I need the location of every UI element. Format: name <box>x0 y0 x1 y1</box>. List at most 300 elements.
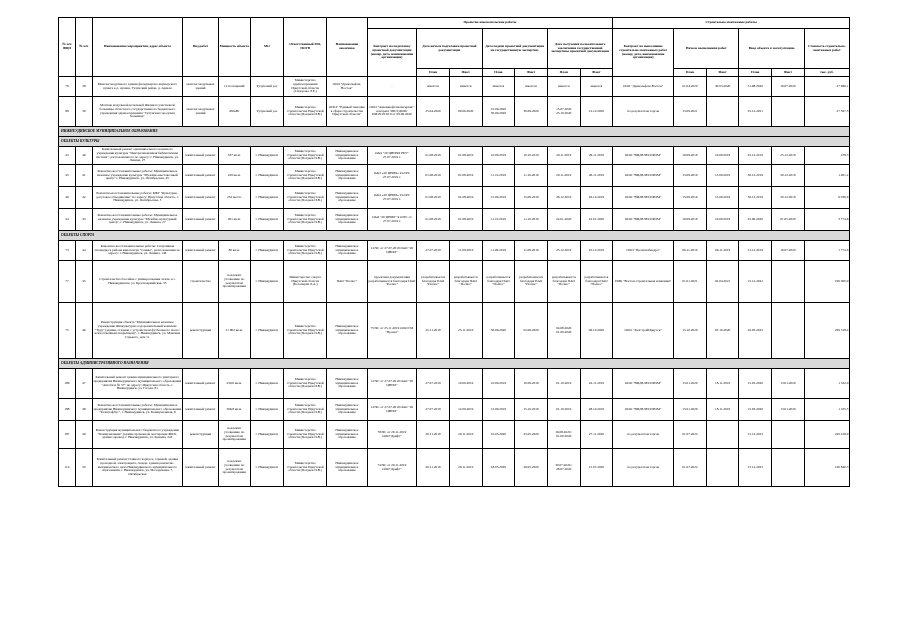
col-num-pp: № п/п <box>75 18 92 77</box>
cell-capacity: подлежит уточнению по результатам проектирования <box>218 449 250 487</box>
cell-pir-submit-fact: разрабатывается благодаря ПАО "Полюс" <box>515 261 548 303</box>
cell-name: Реконструкция объекта "Муниципальное казенное учреждение Физкультурно-оздоровительный комплекс "Труд" (здание, стадион с устройством футбольного поля с искусственным покрытием)", г. Нижнеудинск, ул. Максима Горького, дом 11 <box>92 303 182 359</box>
cell-client: Нижнеудинское муниципальное образование <box>327 449 368 487</box>
cell-mo: г. Нижнеудинск <box>250 449 284 487</box>
cell-smr-start-plan: 15.10.2020 <box>674 303 707 359</box>
cell-name: Ремонтно-восстановительные работы: Муниципальное казенное учреждение культуры "Музейно-культурный центр", г. Нижнеудинск, ул. Ленина, 27 <box>92 209 182 231</box>
cell-capacity: 12 посещений <box>218 77 250 97</box>
cell-num-fcp: 187 <box>59 421 76 449</box>
cell-commissioning-fact: 16.07.2020 <box>772 77 805 97</box>
cell-pir-submit-fact: 30.09.2020 <box>515 97 548 127</box>
cell-pir-submit-fact: 25.05.2020 <box>515 421 548 449</box>
cell-smr-start-plan: 16.09.2019 <box>674 147 707 165</box>
cell-name: Ремонтно-восстановительные работы: Муниципальное казенное учреждение культуры "Музейно-выставочный центр" г. Нижнеудинск, ул. Октябрьская, 45 <box>92 165 182 187</box>
cell-pir-contract: 12/ЧС от 27.07.2019 ОАО "20 ЦНИЛ" <box>367 241 417 261</box>
cell-cost: 1 401,2 <box>804 165 849 187</box>
cell-pir-start-plan: 27.07.2019 <box>417 241 450 261</box>
cell-commissioning-plan: 25.12.2021 <box>739 97 772 127</box>
cell-pir-start-plan: 01.08.2019 <box>417 209 450 231</box>
section-heading-label: ОБЪЕКТЫ АДМИНИСТРАТИВНОГО НАЗНАЧЕНИЯ <box>59 359 850 369</box>
col-responsible: Ответственный МО, ПОГВ <box>284 18 327 77</box>
cell-cost: 6 036,6 <box>804 187 849 209</box>
cell-work-type: капитальный ремонт <box>182 209 218 231</box>
cell-work-type: капитальный ремонт <box>182 369 218 399</box>
cell-pir-contract: 12/ЧС от 27.07.2019 ОАО "20 ЦНИЛ" <box>367 399 417 421</box>
sub-fact: Факт <box>515 69 548 77</box>
table-body <box>59 77 850 487</box>
cell-name: Монтаж модульного здания фельдшерско-акушерского пункта в д. Аршан, Тулунский район, д. Аршан <box>92 77 182 97</box>
cell-num-pp: 49 <box>75 421 92 449</box>
cell-pir-start-plan: 29.11.2019 <box>417 449 450 487</box>
cell-work-type: капитальный ремонт <box>182 241 218 261</box>
table-row <box>59 77 850 97</box>
cell-pir-conclusion-plan: 04.08.2020 01.09.2020 <box>547 303 580 359</box>
cell-smr-contract: ПИК "Восток-строительная компания" <box>613 261 674 303</box>
cell-smr-contract: по результатам торгов <box>613 421 674 449</box>
sub-cost-unit: тыс. руб. <box>804 69 849 77</box>
cell-pir-submit-fact: 10.09.2019 <box>515 369 548 399</box>
cell-client: ПАО "Полюс" <box>327 261 368 303</box>
cell-responsible: Министерство строительства Иркутской области (Поздеев П.В.) <box>284 369 327 399</box>
cell-pir-submit-plan: 10.05.2020 <box>482 421 515 449</box>
cell-pir-submit-plan: имеется <box>482 77 515 97</box>
cell-pir-contract: проектная документация разрабатывается благодаря ПАО "Полюс" <box>367 261 417 303</box>
cell-pir-submit-plan: 12.09.2019 <box>482 399 515 421</box>
cell-pir-contract: ОАО «20 ЦНИЛ» 912/РС 27.07.2019 г. <box>367 165 417 187</box>
cell-commissioning-fact <box>772 421 805 449</box>
cell-capacity: 261 кв.м. <box>218 209 250 231</box>
cell-name: Капитальный ремонт главного корпуса, гаражей, здания проходной, электрощита, склада, здания ремонтно-механического цеха Нижнеудинского муниципального образования, г. Нижнеудинск, ул. Молодежная, 7, Октябрьская <box>92 449 182 487</box>
cell-smr-start-fact <box>706 421 739 449</box>
cell-smr-start-fact <box>706 97 739 127</box>
cell-work-type: реконструкция <box>182 421 218 449</box>
cell-pir-start-fact: 12.09.2019 <box>449 399 482 421</box>
section-heading-label: ОБЪЕКТЫ СПОРТА <box>59 231 850 241</box>
cell-smr-contract: ООО "ВИДЕЛЕСПРОМ" <box>613 147 674 165</box>
sub-plan: План <box>417 69 450 77</box>
cell-work-type: строительство <box>182 261 218 303</box>
cell-pir-submit-fact: 10.10.2019 <box>515 147 548 165</box>
cell-smr-start-fact: 15.09.2019 <box>706 187 739 209</box>
section-heading-label: НИЖНЕУДИНСКОЕ МУНИЦИПАЛЬНОЕ ОБРАЗОВАНИЕ <box>59 127 850 137</box>
cell-num-fcp: 45 <box>59 165 76 187</box>
col-name: Наименование мероприятия, адрес объекта <box>92 18 182 77</box>
cell-pir-start-fact: 09.06.2020 <box>449 97 482 127</box>
cell-name: Капитальный ремонт муниципального казенного учреждения культуры "Централизованная библиотечная система", расположенного по адресу: г. Нижнеудинск, ул. Ленина, 27 <box>92 147 182 165</box>
cell-pir-conclusion-fact: 27.11.2020 <box>580 421 613 449</box>
sub-plan: План <box>739 69 772 77</box>
cell-pir-start-plan: разрабатывается благодаря ПАО "Полюс" <box>417 261 450 303</box>
cell-smr-contract: по результатам торгов <box>613 449 674 487</box>
cell-pir-submit-plan: 30.06.2020 <box>482 303 515 359</box>
cell-pir-submit-plan: 18.05.2020 <box>482 449 515 487</box>
cell-smr-start-plan: 15.01.2020 <box>674 369 707 399</box>
table-row <box>59 241 850 261</box>
cell-pir-contract: 75/ЧС от 25.11.2019 ООО ГМ "Проект" <box>367 303 417 359</box>
cell-num-fcp: 98 <box>59 97 76 127</box>
table-row <box>59 399 850 421</box>
cell-pir-conclusion-fact: 29.11.2019 <box>580 147 613 165</box>
cell-responsible: Министерство здравоохранения Иркутской области (Сидорова Л.Е.) <box>284 77 327 97</box>
cell-commissioning-plan: 15.03.2020 <box>739 369 772 399</box>
section-heading <box>59 137 850 147</box>
cell-pir-conclusion-fact: 28.10.2019 <box>580 399 613 421</box>
cell-pir-conclusion-fact: 26.11.2019 <box>580 165 613 187</box>
cell-num-pp: 41 <box>75 165 92 187</box>
col-capacity: Мощность объекта <box>218 18 250 77</box>
cell-smr-contract: ООО "ЭкоСтройИркутск" <box>613 303 674 359</box>
cell-pir-conclusion-plan: имеется <box>547 77 580 97</box>
cell-pir-start-plan: 25.04.2020 <box>417 97 450 127</box>
cell-capacity: 230,6 кв.м. <box>218 369 250 399</box>
cell-pir-start-fact: 01.08.2019 <box>449 187 482 209</box>
cell-smr-start-plan: 01.01.2021 <box>674 261 707 303</box>
cell-commissioning-fact <box>772 97 805 127</box>
cell-commissioning-fact <box>772 303 805 359</box>
cell-commissioning-plan: 31.12.2019 <box>739 241 772 261</box>
cell-pir-conclusion-fact: 22.01.2020 <box>580 209 613 231</box>
cell-client: Нижнеудинское муниципальное образование <box>327 165 368 187</box>
cell-pir-start-plan: имеется <box>417 77 450 97</box>
cell-pir-contract: ОАО «20 ЦНИЛ» 912/РС 27.07.2019 г. <box>367 187 417 209</box>
cell-cost: 239 318,4 <box>804 303 849 359</box>
cell-commissioning-fact: 01.05.2020 <box>772 209 805 231</box>
cell-pir-submit-fact: 11.10.2019 <box>515 209 548 231</box>
cell-capacity: 229 кв.м. <box>218 165 250 187</box>
cell-responsible: Министерство строительства Иркутской области (Поздеев П.В.) <box>284 399 327 421</box>
col-pir-submit: Дата подачи проектной документации на государственную экспертизу <box>482 29 547 69</box>
cell-mo: г. Нижнеудинск <box>250 261 284 303</box>
cell-pir-conclusion-plan: 22.01.2020 <box>547 209 580 231</box>
cell-mo: г. Нижнеудинск <box>250 303 284 359</box>
design-group-header: Проектно-изыскательские работы <box>367 18 613 29</box>
cell-pir-conclusion-fact: имеется <box>580 77 613 97</box>
cell-commissioning-fact: 30.12.2019 <box>772 187 805 209</box>
cell-responsible: Министерство строительства Иркутской области (Поздеев П.В.) <box>284 165 327 187</box>
cell-smr-start-fact: 02.04.2021 <box>706 261 739 303</box>
table-row <box>59 187 850 209</box>
cell-pir-contract: ОАО "20 ЦНИЛ" 912/РС от 27.07.2019 г. <box>367 209 417 231</box>
cell-work-type: реконструкция <box>182 303 218 359</box>
cell-commissioning-plan: 30.12.2019 <box>739 187 772 209</box>
sub-plan: План <box>547 69 580 77</box>
cell-work-type: капитальный ремонт <box>182 165 218 187</box>
cell-mo: г. Нижнеудинск <box>250 399 284 421</box>
cell-capacity: 337 кв.м. <box>218 147 250 165</box>
cell-pir-submit-fact: 15.09.2019 <box>515 187 548 209</box>
cell-cost: 27 397,5 <box>804 97 849 127</box>
cell-pir-contract: - <box>367 77 417 97</box>
cell-responsible: Министерство строительства Иркутской области (Поздеев П.В.) <box>284 97 327 127</box>
cell-num-pp: 46 <box>75 303 92 359</box>
cell-commissioning-plan: 25.06.2020 <box>739 209 772 231</box>
col-smr-contract: Контракт на выполнение строительно-монтажных работ (номер, дата, наименование организации) <box>613 29 674 77</box>
cell-smr-start-plan: 15.09.2021 <box>674 97 707 127</box>
cell-smr-contract: ООО "ВИДЕЛЕСПРОМ" <box>613 369 674 399</box>
sub-fact: Факт <box>580 69 613 77</box>
cell-pir-conclusion-plan: 26.12.2019 <box>547 187 580 209</box>
table-row <box>59 147 850 165</box>
cell-num-fcp: 77 <box>59 261 76 303</box>
cell-num-fcp: 188 <box>59 399 76 421</box>
cell-smr-start-plan: 15.01.2020 <box>674 399 707 421</box>
cell-num-fcp: 75 <box>59 303 76 359</box>
cell-client: Нижнеудинское муниципальное образование <box>327 209 368 231</box>
cell-mo: г. Нижнеудинск <box>250 165 284 187</box>
cell-pir-submit-plan: 10.09.2019 <box>482 147 515 165</box>
cell-pir-submit-plan: 15.09.2019 <box>482 187 515 209</box>
cell-pir-conclusion-plan: 01.10.2019 <box>547 369 580 399</box>
cell-name: Ремонтно-восстановительные работы: МБУ "Культурно-досуговое объединение" по адресу: Иркутская область, г. Нижнеудинск, ул. Октябрьская, 3 <box>92 187 182 209</box>
cell-work-type: монтаж модульных зданий <box>182 97 218 127</box>
cell-mo: Тулунский р-н <box>250 77 284 97</box>
cell-work-type: капитальный ремонт <box>182 449 218 487</box>
cell-cost: 3 774,8 <box>804 209 849 231</box>
cell-pir-conclusion-fact: 26.12.2019 <box>580 187 613 209</box>
cell-name: Реконструкция муниципального бюджетного учреждения "Коммунальник" (здание прачечной, мастерские ЖКХ, здание гаража), г. Нижнеудинск, ул. Кошева, 24Г <box>92 421 182 449</box>
section-heading <box>59 359 850 369</box>
cell-smr-start-fact: 18.11.2019 <box>706 399 739 421</box>
cell-client: Нижнеудинское муниципальное образование <box>327 369 368 399</box>
cell-capacity: подлежит уточнению по результатам проектирования <box>218 261 250 303</box>
cell-name: Ремонтно-восстановительные работы: Спортивная площадка в районе кинотеатра "Саяны", расположенная по адресу: г. Нижнеудинск, ул. Ленина, 146 <box>92 241 182 261</box>
cell-smr-contract: ООО "Дрекольфом-Восток" <box>613 77 674 97</box>
cell-smr-start-fact: 16.09.2019 <box>706 209 739 231</box>
cell-smr-start-fact: 06.11.2019 <box>706 241 739 261</box>
col-cost: Стоимость строительно-монтажных работ <box>804 29 849 69</box>
cell-cost: 140 840,3 <box>804 449 849 487</box>
cell-commissioning-fact: 30.12.2019 <box>772 165 805 187</box>
cell-pir-submit-fact: имеется <box>515 77 548 97</box>
cell-client: Нижнеудинское муниципальное образование <box>327 187 368 209</box>
cell-pir-conclusion-fact: 25.12.2019 <box>580 241 613 261</box>
sub-fact: Факт <box>449 69 482 77</box>
col-smr-start: Начало выполнения работ <box>674 29 739 69</box>
cell-commissioning-fact: 13.01.2020 <box>772 369 805 399</box>
table-row <box>59 97 850 127</box>
cell-responsible: Министерство строительства Иркутской области (Поздеев П.В.) <box>284 241 327 261</box>
cell-smr-start-fact <box>706 449 739 487</box>
cell-pir-start-fact: разрабатывается благодаря ПАО "Полюс" <box>449 261 482 303</box>
col-work-type: Вид работ <box>182 18 218 77</box>
cell-pir-submit-plan: 11.10.2019 <box>482 209 515 231</box>
cell-pir-conclusion-plan: 29.11.2019 <box>547 147 580 165</box>
cell-name: Монтаж модульной котельной Филиала участковой больницы областного государственного бюджетного учреждения здравоохранения "Тулунская городская больница" <box>92 97 182 127</box>
cell-smr-contract: ООО "ВИДЕЛЕСПРОМ" <box>613 209 674 231</box>
cell-capacity: 21 802 кв.м. <box>218 303 250 359</box>
sub-plan: План <box>674 69 707 77</box>
cell-mo: г. Нижнеудинск <box>250 187 284 209</box>
cell-pir-submit-plan: 11.10.2019 <box>482 165 515 187</box>
cell-num-pp: 44 <box>75 241 92 261</box>
cell-smr-contract: ООО "ВИДЕЛЕСПРОМ" <box>613 165 674 187</box>
cell-smr-start-fact: 05.10.2020 <box>706 303 739 359</box>
cell-capacity: подлежит уточнению по результатам проектирования <box>218 421 250 449</box>
cell-smr-start-plan: 15.09.2019 <box>674 165 707 187</box>
cell-cost: 220 418,9 <box>804 421 849 449</box>
cell-smr-start-plan: 06.11.2019 <box>674 241 707 261</box>
cell-num-pp: 43 <box>75 209 92 231</box>
cell-cost: 1 165,5 <box>804 399 849 421</box>
cell-num-pp: 39 <box>75 97 92 127</box>
cell-cost: 1 774,6 <box>804 241 849 261</box>
cell-name: Капитальный ремонт здания муниципального унитарного предприятия Нижнеудинского муниципального образования "Автобаза № 57" по адресу: Иркутская область, г. Нижнеудинск, ул. Гоголя, 81 <box>92 369 182 399</box>
cell-client: ОГКУ "Единый заказчик в сфере строительства Иркутской области" <box>327 97 368 127</box>
cell-pir-start-fact: 29.11.2019 <box>449 421 482 449</box>
cell-name: Ремонтно-восстановительные работы: Муниципальное предприятие Нижнеудинского муниципального образования "Телеграфбус", г. Нижнеудинск, ул. Коммунальная, 9 <box>92 399 182 421</box>
report-table <box>58 17 850 487</box>
cell-commissioning-plan: 31.08.2020 <box>739 77 772 97</box>
cell-pir-start-fact: имеется <box>449 77 482 97</box>
sub-plan: План <box>482 69 515 77</box>
cell-mo: г. Нижнеудинск <box>250 147 284 165</box>
cell-commissioning-fact: 25.12.2019 <box>772 147 805 165</box>
cell-commissioning-plan: 20.05.2022 <box>739 303 772 359</box>
cell-capacity: 596,8 кв.м. <box>218 399 250 421</box>
cell-work-type: капитальный ремонт <box>182 187 218 209</box>
construction-group-header: Строительно-монтажные работы <box>613 18 850 29</box>
cell-pir-conclusion-plan: 01.10.2019 <box>547 399 580 421</box>
cell-num-pp: 40 <box>75 147 92 165</box>
table-row <box>59 209 850 231</box>
section-heading <box>59 231 850 241</box>
cell-smr-start-plan: 01.07.2022 <box>674 449 707 487</box>
col-num-fcp: № п/п ФЦП <box>59 18 76 77</box>
table-row <box>59 303 850 359</box>
cell-smr-start-fact: 16.09.2019 <box>706 147 739 165</box>
cell-pir-start-fact: 01.08.2019 <box>449 209 482 231</box>
cell-pir-conclusion-fact: 09.10.2020 <box>580 303 613 359</box>
table-row <box>59 165 850 187</box>
cell-mo: г. Нижнеудинск <box>250 241 284 261</box>
cell-pir-conclusion-plan: 30.07.2020 / 28.07.2020 <box>547 449 580 487</box>
cell-cost: 190 000,0 <box>804 261 849 303</box>
cell-smr-contract: ООО "ВИДЕЛЕСПРОМ" <box>613 187 674 209</box>
cell-num-fcp: 43 <box>59 147 76 165</box>
cell-pir-conclusion-plan: 20.11.2019 <box>547 165 580 187</box>
cell-num-fcp: 79 <box>59 77 76 97</box>
col-client: Наименование заказчика <box>327 18 368 77</box>
cell-smr-contract: по результатам торгов <box>613 97 674 127</box>
cell-commissioning-plan: 15.12.2022 <box>739 261 772 303</box>
section-heading <box>59 127 850 137</box>
cell-pir-start-plan: 25.11.2019 <box>417 303 450 359</box>
cell-pir-conclusion-plan: 16.08.2020 / 01.09.2020 <box>547 421 580 449</box>
cell-responsible: Министерство строительства Иркутской области (Поздеев П.В.) <box>284 303 327 359</box>
cell-smr-contract: ООО "Промснабнедра" <box>613 241 674 261</box>
cell-cost: 478,3 <box>804 147 849 165</box>
cell-pir-start-plan: 27.07.2019 <box>417 369 450 399</box>
cell-smr-start-plan: 01.04.2020 <box>674 77 707 97</box>
cell-num-fcp: 186 <box>59 369 76 399</box>
cell-client: Нижнеудинское муниципальное образование <box>327 399 368 421</box>
cell-client: Нижнеудинское муниципальное образование <box>327 421 368 449</box>
cell-commissioning-fact <box>772 261 805 303</box>
cell-num-fcp: 44 <box>59 209 76 231</box>
cell-pir-conclusion-fact: разрабатывается благодаря ПАО "Полюс" <box>580 261 613 303</box>
cell-pir-start-fact: 25.11.2019 <box>449 303 482 359</box>
cell-pir-submit-plan: 11.09.2019 <box>482 241 515 261</box>
cell-smr-start-plan: 15.09.2019 <box>674 187 707 209</box>
cell-num-pp: 42 <box>75 187 92 209</box>
cell-pir-start-fact: 10.09.2019 <box>449 369 482 399</box>
cell-pir-submit-fact: 02.06.2020 <box>515 303 548 359</box>
cell-cost: 27 966,1 <box>804 77 849 97</box>
cell-pir-start-fact: 11.09.2019 <box>449 241 482 261</box>
cell-num-pp: 48 <box>75 399 92 421</box>
cell-responsible: Министерство строительства Иркутской области (Поздеев П.В.) <box>284 187 327 209</box>
cell-capacity: 252 место <box>218 187 250 209</box>
cell-num-fcp: 73 <box>59 241 76 261</box>
cell-commissioning-fact <box>772 449 805 487</box>
cell-pir-conclusion-plan: 15.07.2020 23.10.2020 <box>547 97 580 127</box>
cell-work-type: капитальный ремонт <box>182 147 218 165</box>
cell-pir-submit-fact: 11.09.2019 <box>515 241 548 261</box>
cell-pir-contract: 74/ЧС от 29.11.2019 ООО"Дрифт" <box>367 449 417 487</box>
table-row <box>59 449 850 487</box>
cell-commissioning-plan: 15.03.2020 <box>739 399 772 421</box>
cell-client: Нижнеудинское муниципальное образование <box>327 241 368 261</box>
cell-smr-start-fact: 30.03.2020 <box>706 77 739 97</box>
cell-commissioning-plan: 30.12.2019 <box>739 165 772 187</box>
cell-num-pp: 50 <box>75 449 92 487</box>
cell-client: Нижнеудинское муниципальное образование <box>327 147 368 165</box>
cell-capacity: 450кВт <box>218 97 250 127</box>
cell-smr-start-fact: 18.11.2019 <box>706 369 739 399</box>
cell-pir-conclusion-fact: 22.11.2019 <box>580 369 613 399</box>
cell-smr-start-fact: 15.09.2019 <box>706 165 739 187</box>
cell-pir-start-plan: 27.07.2019 <box>417 399 450 421</box>
cell-pir-submit-plan: разрабатывается благодаря ПАО "Полюс" <box>482 261 515 303</box>
cell-commissioning-fact: 16.07.2020 <box>772 241 805 261</box>
table-row <box>59 421 850 449</box>
cell-pir-start-fact: 01.08.2019 <box>449 165 482 187</box>
sub-fact: Факт <box>706 69 739 77</box>
cell-commissioning-plan: 25.12.2019 <box>739 147 772 165</box>
cell-pir-start-plan: 01.08.2019 <box>417 165 450 187</box>
cell-client: ООО "Дрекольфом-Восток" <box>327 77 368 97</box>
table-row <box>59 369 850 399</box>
cell-pir-conclusion-fact: 12.12.2020 <box>580 97 613 127</box>
cell-pir-contract: ОАО "20 ЦНИЧЛ РЕУ" 27.07.2019 г. <box>367 147 417 165</box>
cell-pir-start-plan: 01.08.2019 <box>417 187 450 209</box>
cell-smr-contract: ООО "ВИДЕЛЕСПРОМ" <box>613 399 674 421</box>
cell-pir-conclusion-plan: разрабатывается благодаря ПАО "Полюс" <box>547 261 580 303</box>
cell-num-pp: 47 <box>75 369 92 399</box>
cell-commissioning-fact: 13.01.2020 <box>772 399 805 421</box>
cell-pir-start-fact: 01.08.2019 <box>449 147 482 165</box>
cell-work-type: монтаж модульных зданий <box>182 77 218 97</box>
cell-responsible: Министерство строительства Иркутской области (Поздеев П.В.) <box>284 449 327 487</box>
cell-pir-conclusion-plan: 25.12.2019 <box>547 241 580 261</box>
col-pir-contract: Контракт на подготовку проектной документации (номер, дата, наименование организации) <box>367 29 417 77</box>
cell-pir-submit-plan: 10.09.2019 <box>482 369 515 399</box>
cell-num-pp: 45 <box>75 261 92 303</box>
sub-fact: Факт <box>772 69 805 77</box>
cell-client: Нижнеудинское муниципальное образование <box>327 303 368 359</box>
col-commissioning: Ввод объекта в эксплуатацию <box>739 29 804 69</box>
cell-responsible: Министерство строительства Иркутской области (Поздеев П.В.) <box>284 421 327 449</box>
cell-name: Строительство бассейна с универсальным залом, в г. Нижнеудинске, ул. Красноармейская, 33 <box>92 261 182 303</box>
cell-commissioning-plan: 15.12.2023 <box>739 421 772 449</box>
cell-cost: 1 522,9 <box>804 369 849 399</box>
cell-num-pp: 38 <box>75 77 92 97</box>
section-heading-label: ОБЪЕКТЫ КУЛЬТУРЫ <box>59 137 850 147</box>
cell-work-type: капитальный ремонт <box>182 399 218 421</box>
cell-mo: г. Нижнеудинск <box>250 369 284 399</box>
cell-responsible: Министерство спорта Иркутской области (Богатырёв Л.А.) <box>284 261 327 303</box>
cell-mo: г. Нижнеудинск <box>250 209 284 231</box>
